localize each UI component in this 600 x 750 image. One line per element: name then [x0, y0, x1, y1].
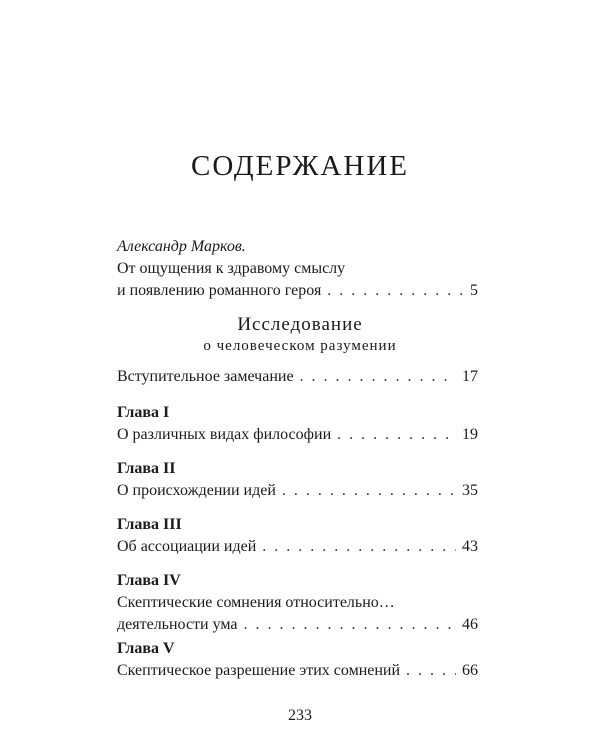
toc-entry-label: и появлению романного героя: [117, 282, 322, 299]
toc-entry-label: О различных видах философии: [117, 426, 332, 443]
toc-page-number: 35: [462, 482, 478, 499]
toc-entry-line-with-page: [117, 660, 478, 682]
toc-entry-line: От ощущения к здравому смыслу: [117, 260, 346, 277]
toc-entry-chapter-2[interactable]: [117, 458, 478, 502]
toc-entry-chapter-5[interactable]: [117, 638, 478, 682]
chapter-heading: Глава III: [117, 516, 182, 533]
chapter-heading: Глава I: [117, 404, 170, 421]
toc-leader-dots: [244, 614, 457, 636]
toc-page-number: 46: [462, 616, 478, 633]
toc-entry-line-with-page: [117, 536, 478, 558]
toc-leader-dots: [406, 660, 456, 682]
toc-entry-chapter-3[interactable]: [117, 514, 478, 558]
toc-entry-label: Скептическое разрешение этих сомнений: [117, 662, 401, 679]
toc-page-number: 17: [462, 368, 478, 385]
toc-leader-dots: [282, 480, 456, 502]
toc-page-number: 5: [470, 282, 478, 299]
toc-entry-label: Об ассоциации идей: [117, 538, 257, 555]
toc-leader-dots: [262, 536, 456, 558]
section-heading-line2: о человеческом разумении: [203, 338, 397, 354]
chapter-heading: Глава II: [117, 460, 176, 477]
toc-entry-line-with-page: [117, 366, 478, 388]
page-number-footer: 233: [288, 707, 312, 724]
page-title: СОДЕРЖАНИЕ: [191, 150, 409, 182]
chapter-heading: Глава IV: [117, 572, 181, 589]
toc-entry-line-with-page: [117, 480, 478, 502]
section-heading-line1: Исследование: [237, 314, 363, 335]
toc-page-number: 43: [462, 538, 478, 555]
toc-page-number: 19: [462, 426, 478, 443]
toc-leader-dots: [300, 366, 456, 388]
chapter-heading: Глава V: [117, 640, 175, 657]
toc-entry-chapter-1[interactable]: [117, 402, 478, 446]
section-heading: [0, 314, 600, 355]
toc-page-number: 66: [462, 662, 478, 679]
toc-entry-chapter-4[interactable]: [117, 570, 478, 636]
toc-entry-line-with-page: [117, 614, 478, 636]
toc-entry-line-with-page: [117, 280, 478, 302]
toc-entry-line: Скептические сомнения относительно…: [117, 594, 395, 611]
toc-entry-label: деятельности ума: [117, 616, 238, 633]
toc-entry-preface[interactable]: [117, 366, 478, 388]
toc-author: Александр Марков.: [117, 238, 246, 255]
toc-leader-dots: [327, 280, 464, 302]
toc-leader-dots: [337, 424, 456, 446]
toc-entry-label: Вступительное замечание: [117, 368, 294, 385]
toc-entry-label: О происхождении идей: [117, 482, 276, 499]
toc-entry-line-with-page: [117, 424, 478, 446]
toc-entry-intro[interactable]: [117, 236, 478, 302]
